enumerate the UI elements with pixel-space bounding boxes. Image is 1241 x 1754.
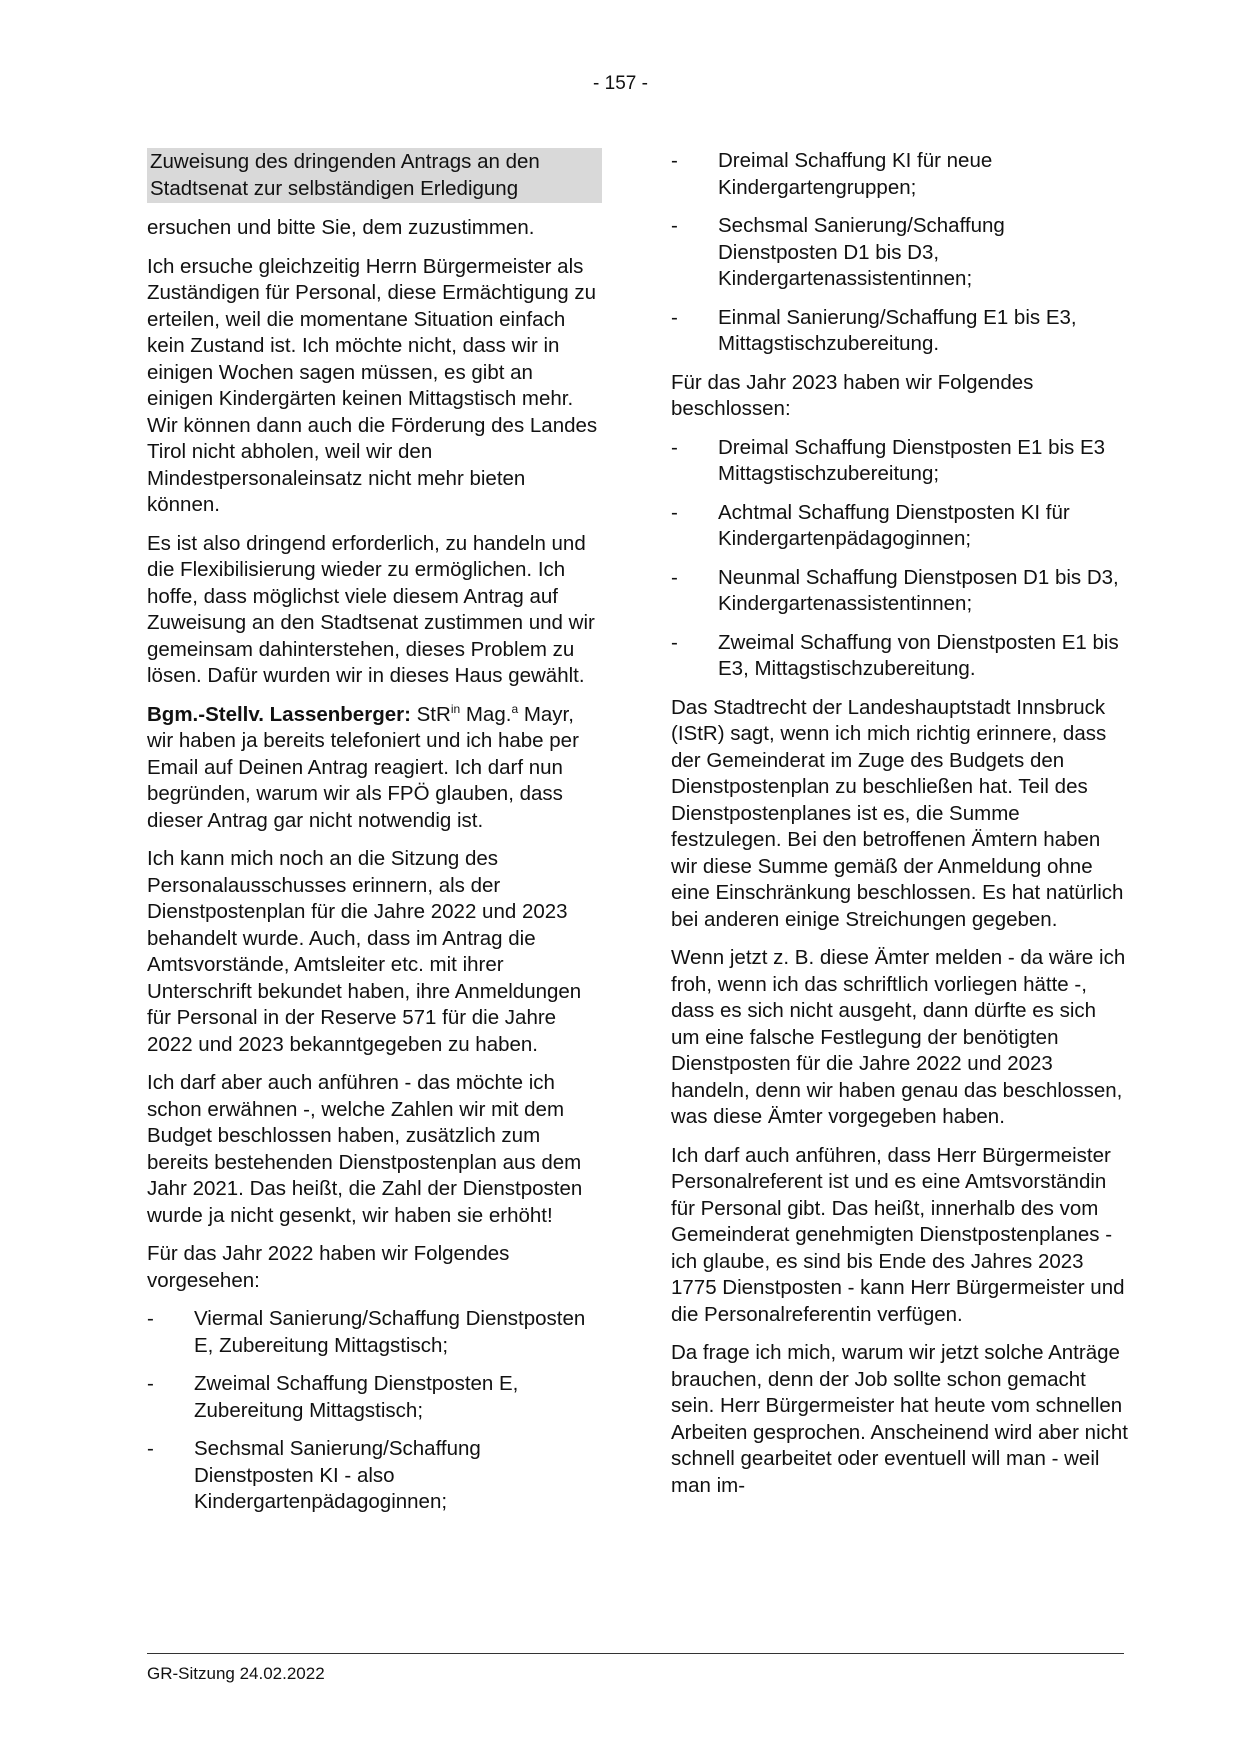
right-column: [671, 148, 1129, 1511]
bullet-dash: -: [147, 1437, 154, 1460]
paragraph: Ich kann mich noch an die Sitzung des Personalausschusses erinnern, als der Dienstpostenplan für die Jahre 2022 und 2023 behandelt wurde. Auch, dass im Antrag die Amtsvorstände, Amtsleiter etc. mit ihrer Unterschrift bekundet haben, ihre Anmeldungen für Personal in der Reserve 571 für die Jahre 2022 und 2023 bekanntgegeben zu haben.: [147, 847, 582, 1056]
paragraph: Ich darf auch anführen, dass Herr Bürgermeister Personalreferent ist und es eine Amtsvorständin für Personal gibt. Das heißt, innerhalb des vom Gemeinderat genehmigten Dienstpostenplanes - ich glaube, es sind bis Ende des Jahres 2023 1775 Dienstposten - kann Herr Bürgermeister und die Personalreferentin verfügen.: [671, 1143, 1125, 1326]
bullet-dash: -: [671, 305, 678, 329]
bullet-dash: -: [671, 565, 678, 589]
list-item: - Dreimal Schaffung Dienstposten E1 bis E3 Mittagstischzubereitung;: [671, 435, 1129, 488]
agenda-item-heading: Zuweisung des dringenden Antrags an den Stadtsenat zur selbständigen Erledigung: [147, 148, 602, 203]
list-item: - Sechsmal Sanierung/Schaffung Dienstposten D1 bis D3, Kindergartenassistentinnen;: [671, 213, 1129, 293]
bullet-dash: -: [671, 630, 678, 654]
list-item: - Neunmal Schaffung Dienstposen D1 bis D3, Kindergartenassistentinnen;: [671, 565, 1129, 618]
paragraph: ersuchen und bitte Sie, dem zuzustimmen.: [147, 216, 535, 239]
paragraph: Es ist also dringend erforderlich, zu handeln und die Flexibilisierung wieder zu ermöglichen. Ich hoffe, dass möglichst viele diesem Antrag auf Zuweisung an den Stadtsenat zustimmen und wir gemeinsam dahinterstehen, dieses Problem zu lösen. Dafür wurden wir in dieses Haus gewählt.: [147, 531, 595, 687]
list-item: - Zweimal Schaffung Dienstposten E, Zubereitung Mittagstisch;: [147, 1371, 602, 1424]
bullet-dash: -: [147, 1307, 154, 1330]
bullet-dash: -: [147, 1372, 154, 1395]
bullet-dash: -: [671, 149, 678, 172]
speaker-addressee-title: Mag.: [465, 702, 512, 726]
footer-divider: [147, 1653, 1124, 1654]
superscript: in: [450, 701, 461, 716]
list-item: - Achtmal Schaffung Dienstposten KI für Kindergartenpädagoginnen;: [671, 500, 1129, 553]
list-item: - Dreimal Schaffung KI für neue Kindergartengruppen;: [671, 148, 1129, 201]
speaker-addressee: StR: [416, 702, 451, 726]
paragraph: Das Stadtrecht der Landeshauptstadt Innsbruck (IStR) sagt, wenn ich mich richtig erinnere, dass der Gemeinderat im Zuge des Budgets den Dienstpostenplan zu beschließen hat. Teil des Dienstpostenplanes ist es, die Summe festzulegen. Bei den betroffenen Ämtern haben wir diese Summe gemäß der Anmeldung ohne eine Einschränkung beschlossen. Es hat natürlich bei anderen einige Streichungen gegeben.: [671, 695, 1124, 931]
paragraph: Wenn jetzt z. B. diese Ämter melden - da wäre ich froh, wenn ich das schriftlich vorliegen hätte -, dass es sich nicht ausgeht, dann dürfte es sich um eine falsche Festlegung der benötigten Dienstposten für die Jahre 2022 und 2023 handeln, denn wir haben genau das beschlossen, was diese Ämter vorgegeben haben.: [671, 946, 1126, 1128]
list-item: - Sechsmal Sanierung/Schaffung Dienstposten KI - also Kindergartenpädagoginnen;: [147, 1436, 602, 1516]
bullet-dash: -: [671, 214, 678, 237]
paragraph: Ich ersuche gleichzeitig Herrn Bürgermeister als Zuständigen für Personal, diese Ermächtigung zu erteilen, weil die momentane Situation einfach kein Zustand ist. Ich möchte nicht, dass wir in einigen Wochen sagen müssen, es gibt an einigen Kindergärten keinen Mittagstisch mehr. Wir können dann auch die Förderung des Landes Tirol nicht abholen, weil wir den Mindestpersonaleinsatz nicht mehr bieten können.: [147, 254, 598, 516]
paragraph: Da frage ich mich, warum wir jetzt solche Anträge brauchen, denn der Job sollte schon gemacht sein. Herr Bürgermeister hat heute vom schnellen Arbeiten gesprochen. Anscheinend wird aber nicht schnell gearbeitet oder eventuell will man - weil man im-: [671, 1341, 1128, 1497]
superscript: a: [511, 701, 519, 716]
speaker-paragraph: [147, 702, 602, 835]
bullet-dash: -: [671, 435, 678, 459]
list-item: - Einmal Sanierung/Schaffung E1 bis E3, Mittagstischzubereitung.: [671, 305, 1129, 358]
paragraph: Für das Jahr 2022 haben wir Folgendes vorgesehen:: [147, 1242, 510, 1292]
list-item: - Viermal Sanierung/Schaffung Dienstposten E, Zubereitung Mittagstisch;: [147, 1306, 602, 1359]
speaker-text: Mayr, wir haben ja bereits telefoniert und ich habe per Email auf Deinen Antrag reagiert. Ich darf nun begründen, warum wir als FPÖ glauben, dass dieser Antrag gar nicht notwendig ist.: [147, 702, 579, 832]
paragraph: Ich darf aber auch anführen - das möchte ich schon erwähnen -, welche Zahlen wir mit dem Budget beschlossen haben, zusätzlich zum bereits bestehenden Dienstpostenplan aus dem Jahr 2021. Das heißt, die Zahl der Dienstposten wurde ja nicht gesenkt, wir haben sie erhöht!: [147, 1071, 583, 1227]
paragraph: Für das Jahr 2023 haben wir Folgendes beschlossen:: [671, 370, 1034, 420]
page-number: - 157 -: [593, 73, 648, 94]
list-item: - Zweimal Schaffung von Dienstposten E1 bis E3, Mittagstischzubereitung.: [671, 630, 1129, 683]
left-column: [147, 148, 602, 1528]
bullet-dash: -: [671, 500, 678, 524]
speaker-name: Bgm.-Stellv. Lassenberger:: [147, 702, 411, 726]
footer-session-date: GR-Sitzung 24.02.2022: [147, 1664, 325, 1683]
